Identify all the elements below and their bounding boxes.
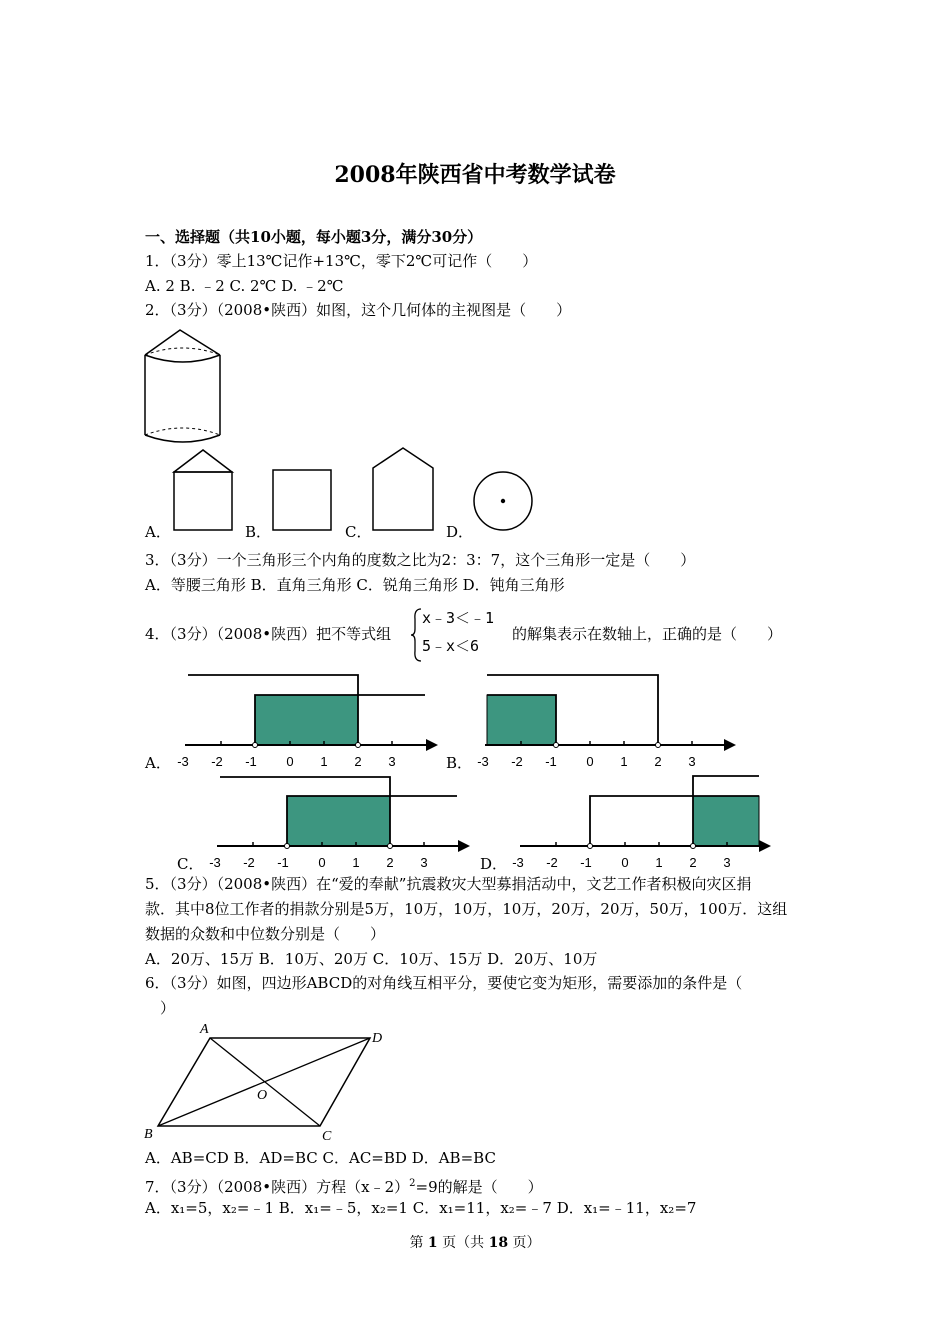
- question-7-stem: [145, 1174, 543, 1197]
- tick-label: -3: [512, 855, 524, 870]
- tick-label: 2: [654, 754, 662, 769]
- tick-label: -2: [546, 855, 558, 870]
- tick-label: 0: [286, 754, 294, 769]
- question-5-line3: 数据的众数和中位数分别是（ ）: [145, 925, 386, 943]
- question-6-options: A．AB=CD B．AD=BC C．AC=BD D．AB=BC: [145, 1149, 496, 1167]
- tick-label: 2: [386, 855, 394, 870]
- q2-option-d-label: D．: [446, 523, 474, 541]
- q4-option-c-numberline: [202, 774, 477, 874]
- solution-region: [693, 796, 759, 846]
- tick-label: 0: [318, 855, 326, 870]
- q2-option-d-figure: [472, 470, 534, 532]
- question-3-stem: 3．（3分）一个三角形三个内角的度数之比为2：3：7，这个三角形一定是（ ）: [145, 551, 696, 569]
- q4-option-a-numberline: [170, 672, 445, 772]
- footer-prefix: 第: [409, 1235, 428, 1251]
- center-label-o: O: [257, 1088, 268, 1103]
- q2-option-b-label: B．: [245, 523, 272, 541]
- tick-label: 0: [621, 855, 629, 870]
- tick-label: -3: [209, 855, 221, 870]
- footer-suffix: 页）: [508, 1235, 541, 1251]
- page-footer: [0, 1232, 950, 1252]
- tick-label: 3: [688, 754, 696, 769]
- vertex-label-a: A: [200, 1022, 209, 1037]
- page-title: 2008年陕西省中考数学试卷: [334, 162, 616, 188]
- system-brace: [410, 607, 422, 663]
- q4-option-c-label: C．: [177, 855, 204, 873]
- tick-label: -1: [277, 855, 289, 870]
- question-1-options: A. 2 B. ﹣2 C. 2℃ D. ﹣2℃: [145, 277, 344, 295]
- question-5-line2: 款．其中8位工作者的捐款分别是5万，10万，10万，10万，20万，20万，50万，100万．这组: [145, 900, 788, 918]
- solution-region: [487, 695, 556, 745]
- tick-label: -2: [243, 855, 255, 870]
- question-2-stem: 2．（3分）（2008•陕西）如图，这个几何体的主视图是（ ）: [145, 301, 572, 319]
- question-3-options: A．等腰三角形 B．直角三角形 C．锐角三角形 D．钝角三角形: [145, 576, 565, 594]
- footer-middle: 页（共: [437, 1235, 489, 1251]
- question-7-stem-end: =9的解是（ ）: [415, 1178, 543, 1196]
- tick-label: -1: [545, 754, 557, 769]
- question-5-line1: 5．（3分）（2008•陕西）在“爱的奉献”抗震救灾大型募捐活动中，文艺工作者积极向灾区捐: [145, 875, 752, 893]
- tick-label: -1: [580, 855, 592, 870]
- tick-label: 1: [655, 855, 663, 870]
- q2-option-a-label: A．: [145, 523, 171, 541]
- vertex-label-d: D: [372, 1031, 383, 1046]
- current-page-number: 1: [427, 1235, 438, 1251]
- vertex-label-b: B: [144, 1127, 153, 1142]
- tick-label: -2: [211, 754, 223, 769]
- tick-label: 1: [352, 855, 360, 870]
- tick-label: -3: [177, 754, 189, 769]
- section-heading: 一、选择题（共10小题，每小题3分，满分30分）: [145, 228, 483, 246]
- parallelogram-figure: [140, 1022, 390, 1144]
- cylinder-solid-figure: [140, 327, 230, 442]
- q4-option-a-label: A．: [145, 754, 171, 772]
- q2-option-b-figure: [271, 468, 333, 532]
- tick-label: 2: [689, 855, 697, 870]
- tick-label: 3: [420, 855, 428, 870]
- question-1-stem: 1．（3分）零上13℃记作+13℃，零下2℃可记作（ ）: [145, 252, 538, 270]
- total-page-count: 18: [488, 1235, 509, 1251]
- inequality-2: 5﹣x＜6: [422, 637, 480, 655]
- tick-label: 1: [620, 754, 628, 769]
- tick-label: -3: [477, 754, 489, 769]
- q2-option-c-label: C．: [345, 523, 372, 541]
- inequality-1: x﹣3＜﹣1: [422, 609, 495, 627]
- question-5-options: A．20万、15万 B．10万、20万 C．10万、15万 D．20万、10万: [145, 950, 598, 968]
- q2-option-c-figure: [371, 446, 435, 532]
- q2-option-a-figure: [172, 448, 234, 532]
- tick-label: 3: [723, 855, 731, 870]
- exponent: 2: [409, 1178, 416, 1189]
- question-6-line1: 6．（3分）如图，四边形ABCD的对角线互相平分，要使它变为矩形，需要添加的条件是（: [145, 974, 743, 992]
- question-6-line2: ）: [160, 999, 176, 1017]
- q4-option-d-numberline: [505, 774, 780, 874]
- q4-option-d-label: D．: [480, 855, 508, 873]
- vertex-label-c: C: [322, 1129, 332, 1144]
- question-4-stem-end: 的解集表示在数轴上，正确的是（ ）: [512, 625, 783, 643]
- tick-label: 0: [586, 754, 594, 769]
- q4-option-b-numberline: [470, 672, 745, 772]
- solution-region: [255, 695, 358, 745]
- q4-option-b-label: B．: [446, 754, 473, 772]
- tick-label: 1: [320, 754, 328, 769]
- tick-label: 3: [388, 754, 396, 769]
- question-4-stem-start: 4．（3分）（2008•陕西）把不等式组: [145, 625, 392, 643]
- question-7-stem-start: 7．（3分）（2008•陕西）方程（x﹣2）: [145, 1178, 410, 1196]
- tick-label: -1: [245, 754, 257, 769]
- question-7-options: A．x₁=5，x₂=﹣1 B．x₁=﹣5，x₂=1 C．x₁=11，x₂=﹣7 D．x₁=﹣11，x₂=7: [145, 1199, 697, 1217]
- tick-label: -2: [511, 754, 523, 769]
- solution-region: [287, 796, 390, 846]
- tick-label: 2: [354, 754, 362, 769]
